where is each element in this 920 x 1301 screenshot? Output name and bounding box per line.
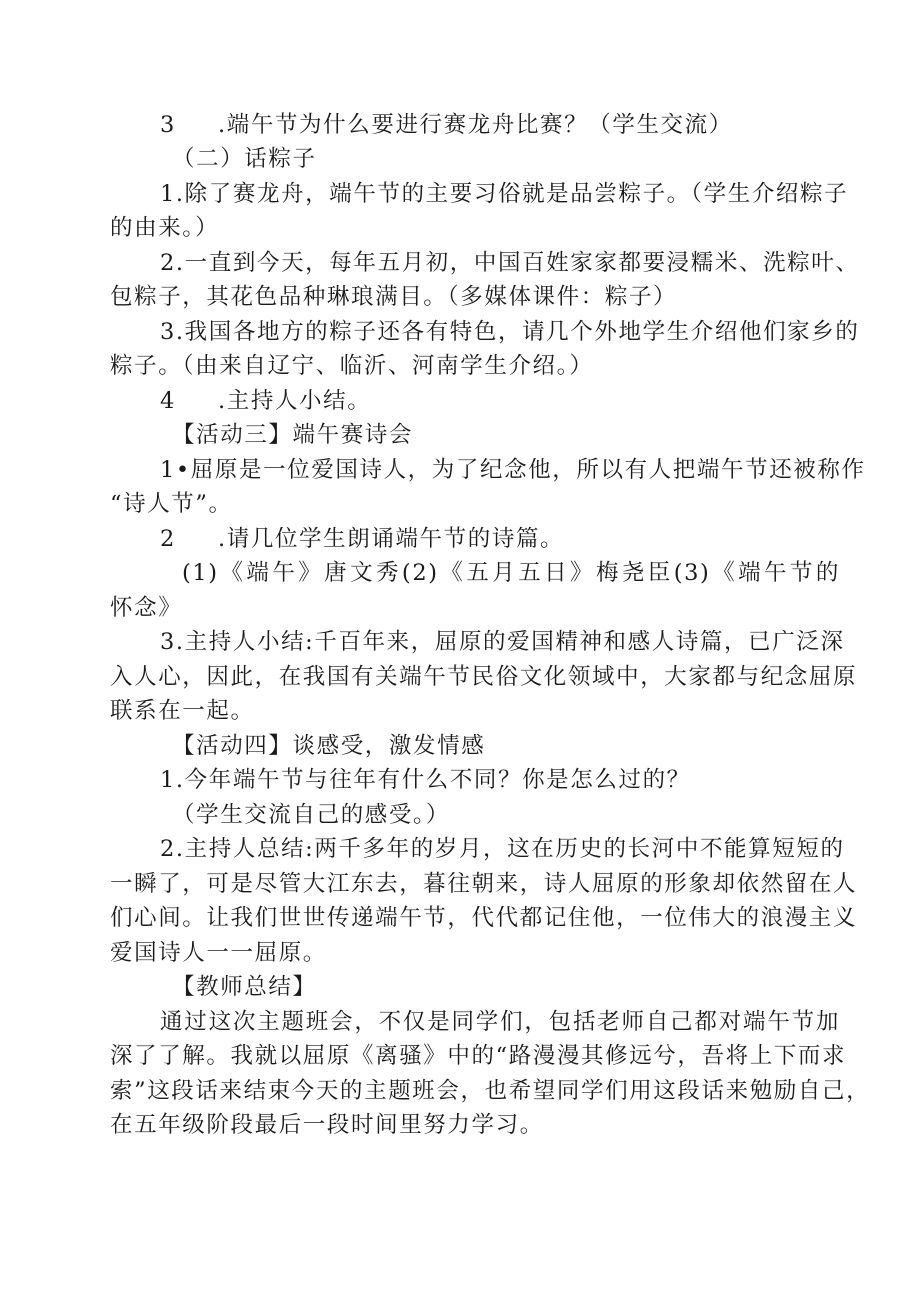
text-line: 3.主持人小结:千百年来，屈原的爱国精神和感人诗篇，已广泛深 xyxy=(160,629,845,655)
text-line xyxy=(160,522,840,556)
list-number: 4 xyxy=(160,388,176,414)
text-line: (1)《端午》唐文秀(2)《五月五日》梅尧臣(3)《端午节的 xyxy=(182,560,840,586)
text-line: 入人心，因此，在我国有关端午节民俗文化领域中，大家都与纪念屈原 xyxy=(110,664,858,690)
text-line: 1•屈原是一位爱国诗人，为了纪念他，所以有人把端午节还被称作 xyxy=(160,457,866,483)
text-line xyxy=(160,108,840,142)
line-text: .请几位学生朗诵端午节的诗篇。 xyxy=(218,526,565,552)
line-text: .端午节为什么要进行赛龙舟比赛？（学生交流） xyxy=(218,112,733,138)
text-line xyxy=(160,384,840,418)
list-number: 3 xyxy=(160,112,176,138)
text-line: 索”这段话来结束今天的主题班会，也希望同学们用这段话来勉励自己， xyxy=(110,1078,871,1104)
section-heading: （二）话粽子 xyxy=(172,146,317,172)
text-line: 1.除了赛龙舟，端午节的主要习俗就是品尝粽子。（学生介绍粽子 xyxy=(160,181,849,207)
text-line: 联系在一起。 xyxy=(110,698,255,724)
text-line: 一瞬了，可是尽管大江东去，暮往朝来，诗人屈原的形象却依然留在人 xyxy=(110,871,858,897)
text-line: 通过这次主题班会，不仅是同学们，包括老师自己都对端午节加 xyxy=(160,1009,840,1035)
text-line: 3.我国各地方的粽子还各有特色，请几个外地学生介绍他们家乡的 xyxy=(160,319,860,345)
text-line: “诗人节”。 xyxy=(110,491,233,517)
section-heading: 【活动三】端午赛诗会 xyxy=(172,422,414,448)
section-heading: 【活动四】谈感受，激发情感 xyxy=(172,733,486,759)
text-line: 1.今年端午节与往年有什么不同？你是怎么过的？ xyxy=(160,767,691,793)
text-line: 怀念》 xyxy=(110,595,183,621)
text-line: 爱国诗人一一屈原。 xyxy=(110,940,327,966)
line-text: .主持人小结。 xyxy=(218,388,372,414)
text-line: 2.主持人总结:两千多年的岁月，这在历史的长河中不能算短短的 xyxy=(160,836,845,862)
text-line: （学生交流自己的感受。） xyxy=(172,802,450,828)
text-line: 们心间。让我们世世传递端午节，代代都记住他，一位伟大的浪漫主义 xyxy=(110,905,858,931)
text-line: 包粽子，其花色品种琳琅满目。（多媒体课件：粽子） xyxy=(110,284,678,310)
text-line: 2.一直到今天，每年五月初，中国百姓家家都要浸糯米、洗粽叶、 xyxy=(160,250,860,276)
text-line: 的由来。） xyxy=(110,215,220,241)
list-number: 2 xyxy=(160,526,176,552)
section-heading: 【教师总结】 xyxy=(172,974,317,1000)
text-line: 粽子。（由来自辽宁、临沂、河南学生介绍。） xyxy=(110,353,594,379)
text-line: 深了了解。我就以屈原《离骚》中的“路漫漫其修远兮，吾将上下而求 xyxy=(110,1043,847,1069)
text-line: 在五年级阶段最后一段时间里努力学习。 xyxy=(110,1112,544,1138)
